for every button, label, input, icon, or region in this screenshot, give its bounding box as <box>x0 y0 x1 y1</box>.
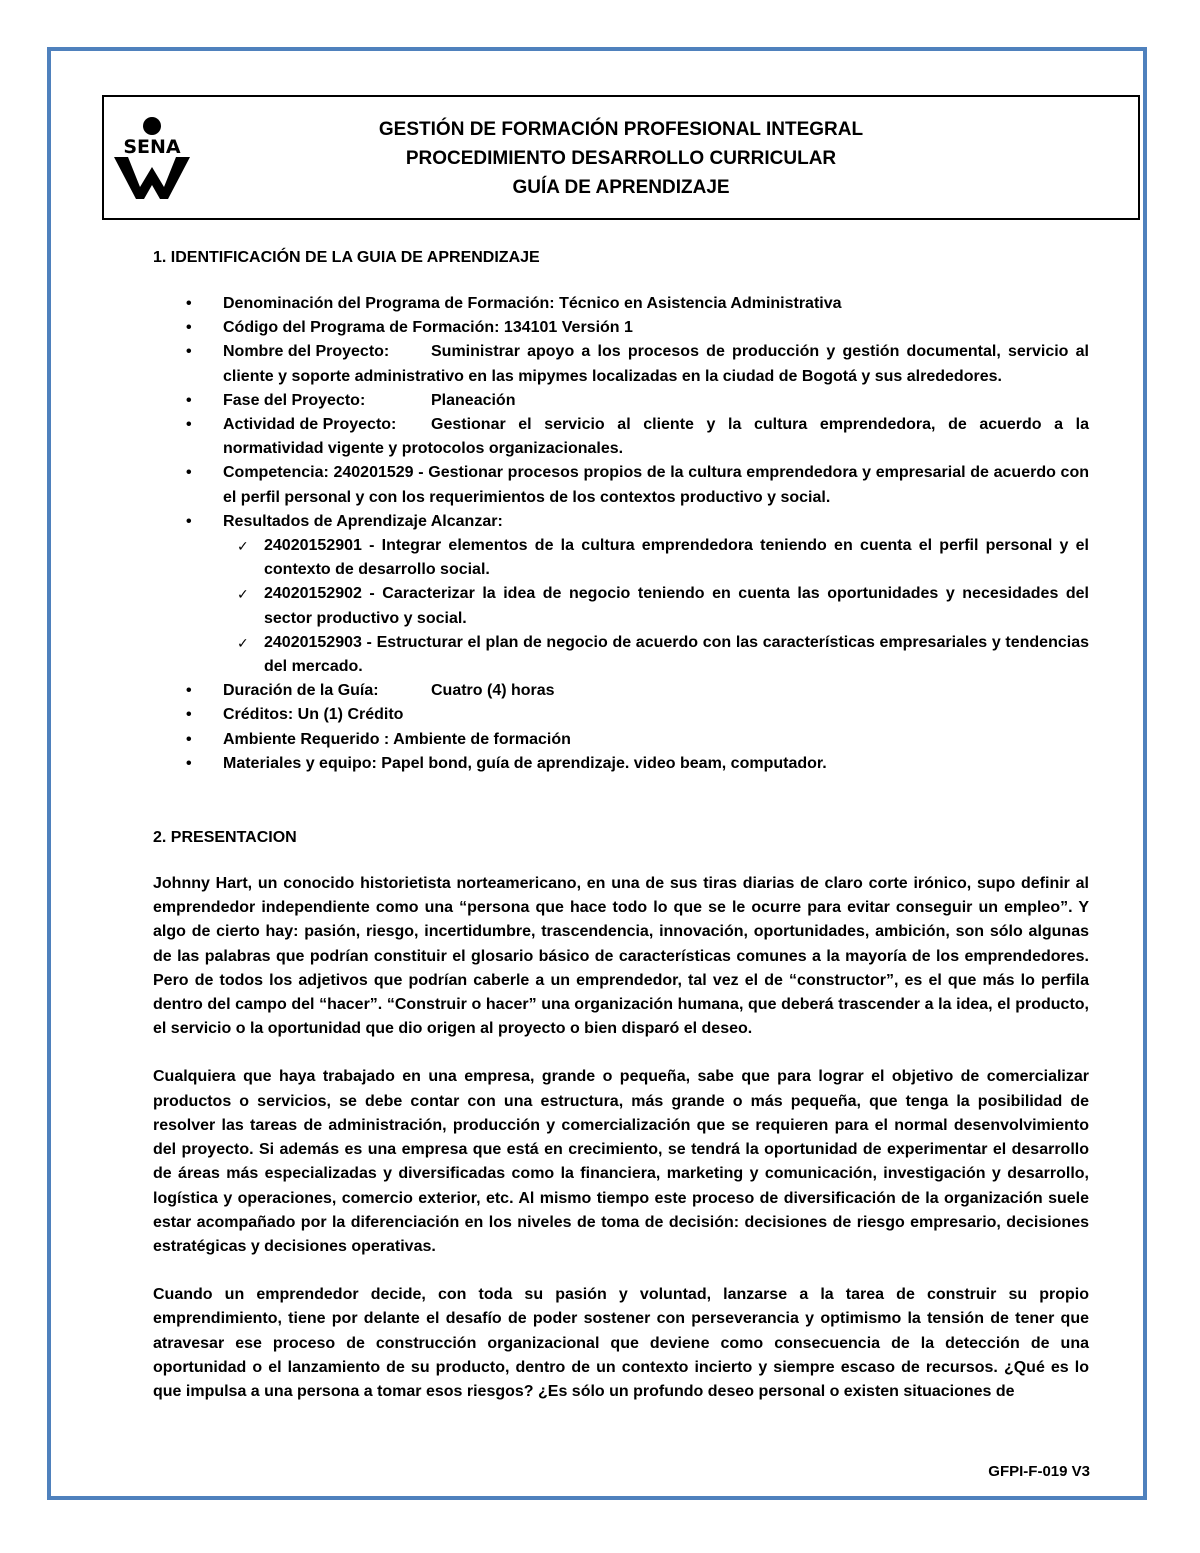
actividad-label: Actividad de Proyecto: <box>223 416 397 434</box>
list-item-fase <box>153 389 1089 413</box>
checkmark-icon: ✓ <box>237 586 249 603</box>
presentation-paragraph: Johnny Hart, un conocido historietista norteamericano, en una de sus tiras diarias de claro corte irónico, supo definir al emprendedor independiente como una “persona que hace todo lo que se le ocurre para evitar conseguir un empleo”. Y algo de cierto hay: pasión, riesgo, incertidumbre, trascendencia, innovación, oportunidades, ambición, son sólo algunas de las palabras que podrían constituir el glosario básico de características comunes a la mayoría de los emprendedores. Pero de todos los adjetivos que podrían caberle a un emprendedor, tal vez el de “constructor”, es el que más lo perfila dentro del campo del “hacer”. “Construir o hacer” una organización humana, que deberá trascender a la idea, el producto, el servicio o la oportunidad que dio origen al proyecto o bien disparó el deseo. <box>153 875 1089 1038</box>
header-title-line1: GESTIÓN DE FORMACIÓN PROFESIONAL INTEGRAL <box>378 119 864 140</box>
list-item-resultados <box>153 510 1089 679</box>
resultado-item <box>223 582 1089 630</box>
list-item-proyecto <box>153 340 1089 388</box>
resultado-item <box>223 631 1089 679</box>
duracion-label: Duración de la Guía: <box>223 682 379 700</box>
footer-document-code: GFPI-F-019 V3 <box>988 1463 1090 1480</box>
identification-list <box>153 292 1089 776</box>
presentation-paragraph: Cualquiera que haya trabajado en una empresa, grande o pequeña, sabe que para lograr el objetivo de comercializar productos o servicios, se debe contar con una estructura, más grande o más pequeña, que tenga la posibilidad de resolver las tareas de administración, producción y comercialización que se requieren para el normal desenvolvimiento del proyecto. Si además es una empresa que está en crecimiento, se tendrá la oportunidad de experimentar el desarrollo de áreas más especializadas y diversificadas como la financiera, marketing y comunicación, investigación y desarrollo, logística y operaciones, comercio exterior, etc. Al mismo tiempo este proceso de diversificación de la organización suele estar acompañado por la diferenciación en los niveles de toma de decisión: decisiones de riesgo empresario, decisiones estratégicas y decisiones operativas. <box>153 1068 1089 1255</box>
section2-title: 2. PRESENTACION <box>153 829 297 847</box>
checkmark-icon: ✓ <box>237 634 249 651</box>
resultados-label: Resultados de Aprendizaje Alcanzar: <box>223 512 503 530</box>
resultado-text: 24020152902 - Caracterizar la idea de negocio teniendo en cuenta las oportunidades y necesidades del sector productivo y social. <box>264 585 1089 627</box>
section2 <box>153 826 1089 1404</box>
list-item-duracion <box>153 679 1089 703</box>
document-body <box>153 246 1089 1404</box>
list-item-actividad <box>153 413 1089 461</box>
header-title-line3: GUÍA DE APRENDIZAJE <box>512 177 730 198</box>
proyecto-value: Suministrar apoyo a los procesos de producción y gestión documental, servicio al cliente y soporte administrativo en las mipymes localizadas en la ciudad de Bogotá y sus alrededores. <box>223 343 1089 385</box>
header-title-line2: PROCEDIMIENTO DESARROLLO CURRICULAR <box>405 148 837 169</box>
resultado-text: 24020152901 - Integrar elementos de la cultura emprendedora teniendo en cuenta el perfil personal y el contexto de desarrollo social. <box>264 537 1089 579</box>
resultado-text: 24020152903 - Estructurar el plan de negocio de acuerdo con las características empresariales y tendencias del mercado. <box>264 633 1089 676</box>
proyecto-label: Nombre del Proyecto: <box>223 343 390 361</box>
list-item-creditos: • Créditos: Un (1) Crédito <box>153 703 1089 727</box>
fase-value: Planeación <box>431 391 516 409</box>
list-item-materiales: • Materiales y equipo: Papel bond, guía de aprendizaje. video beam, computador. <box>153 752 1089 776</box>
actividad-value: Gestionar el servicio al cliente y la cultura emprendedora, de acuerdo a la normatividad vigente y protocolos organizacionales. <box>223 416 1089 458</box>
duracion-value: Cuatro (4) horas <box>431 682 555 700</box>
list-item-ambiente: • Ambiente Requerido : Ambiente de formación <box>153 728 1089 752</box>
list-item-denominacion: • Denominación del Programa de Formación: Técnico en Asistencia Administrativa <box>153 292 1089 316</box>
presentation-paragraph: Cuando un emprendedor decide, con toda su pasión y voluntad, lanzarse a la tarea de construir su propio emprendimiento, tiene por delante el desafío de poder sostener con perseverancia y optimismo la tensión de tener que atravesar ese proceso de construcción organizacional que deviene como consecuencia de la detección de una oportunidad o el lanzamiento de su producto, dentro de un contexto incierto y siempre escaso de recursos. ¿Qué es lo que impulsa a una persona a tomar esos riesgos? ¿Es sólo un profundo deseo personal o existen situaciones de <box>153 1286 1089 1400</box>
resultado-item <box>223 534 1089 582</box>
fase-label: Fase del Proyecto: <box>223 391 366 409</box>
logo-text: SENA <box>123 136 181 158</box>
checkmark-icon: ✓ <box>237 538 249 555</box>
document-header <box>102 95 1140 220</box>
list-item-codigo: • Código del Programa de Formación: 134101 Versión 1 <box>153 316 1089 340</box>
resultados-list <box>223 534 1089 679</box>
section1-title: 1. IDENTIFICACIÓN DE LA GUIA DE APRENDIZAJE <box>153 249 540 266</box>
list-item-competencia: • Competencia: 240201529 - Gestionar procesos propios de la cultura emprendedora y empresarial de acuerdo con el perfil personal y con los requerimientos de los contextos productivo y social. <box>153 461 1089 509</box>
